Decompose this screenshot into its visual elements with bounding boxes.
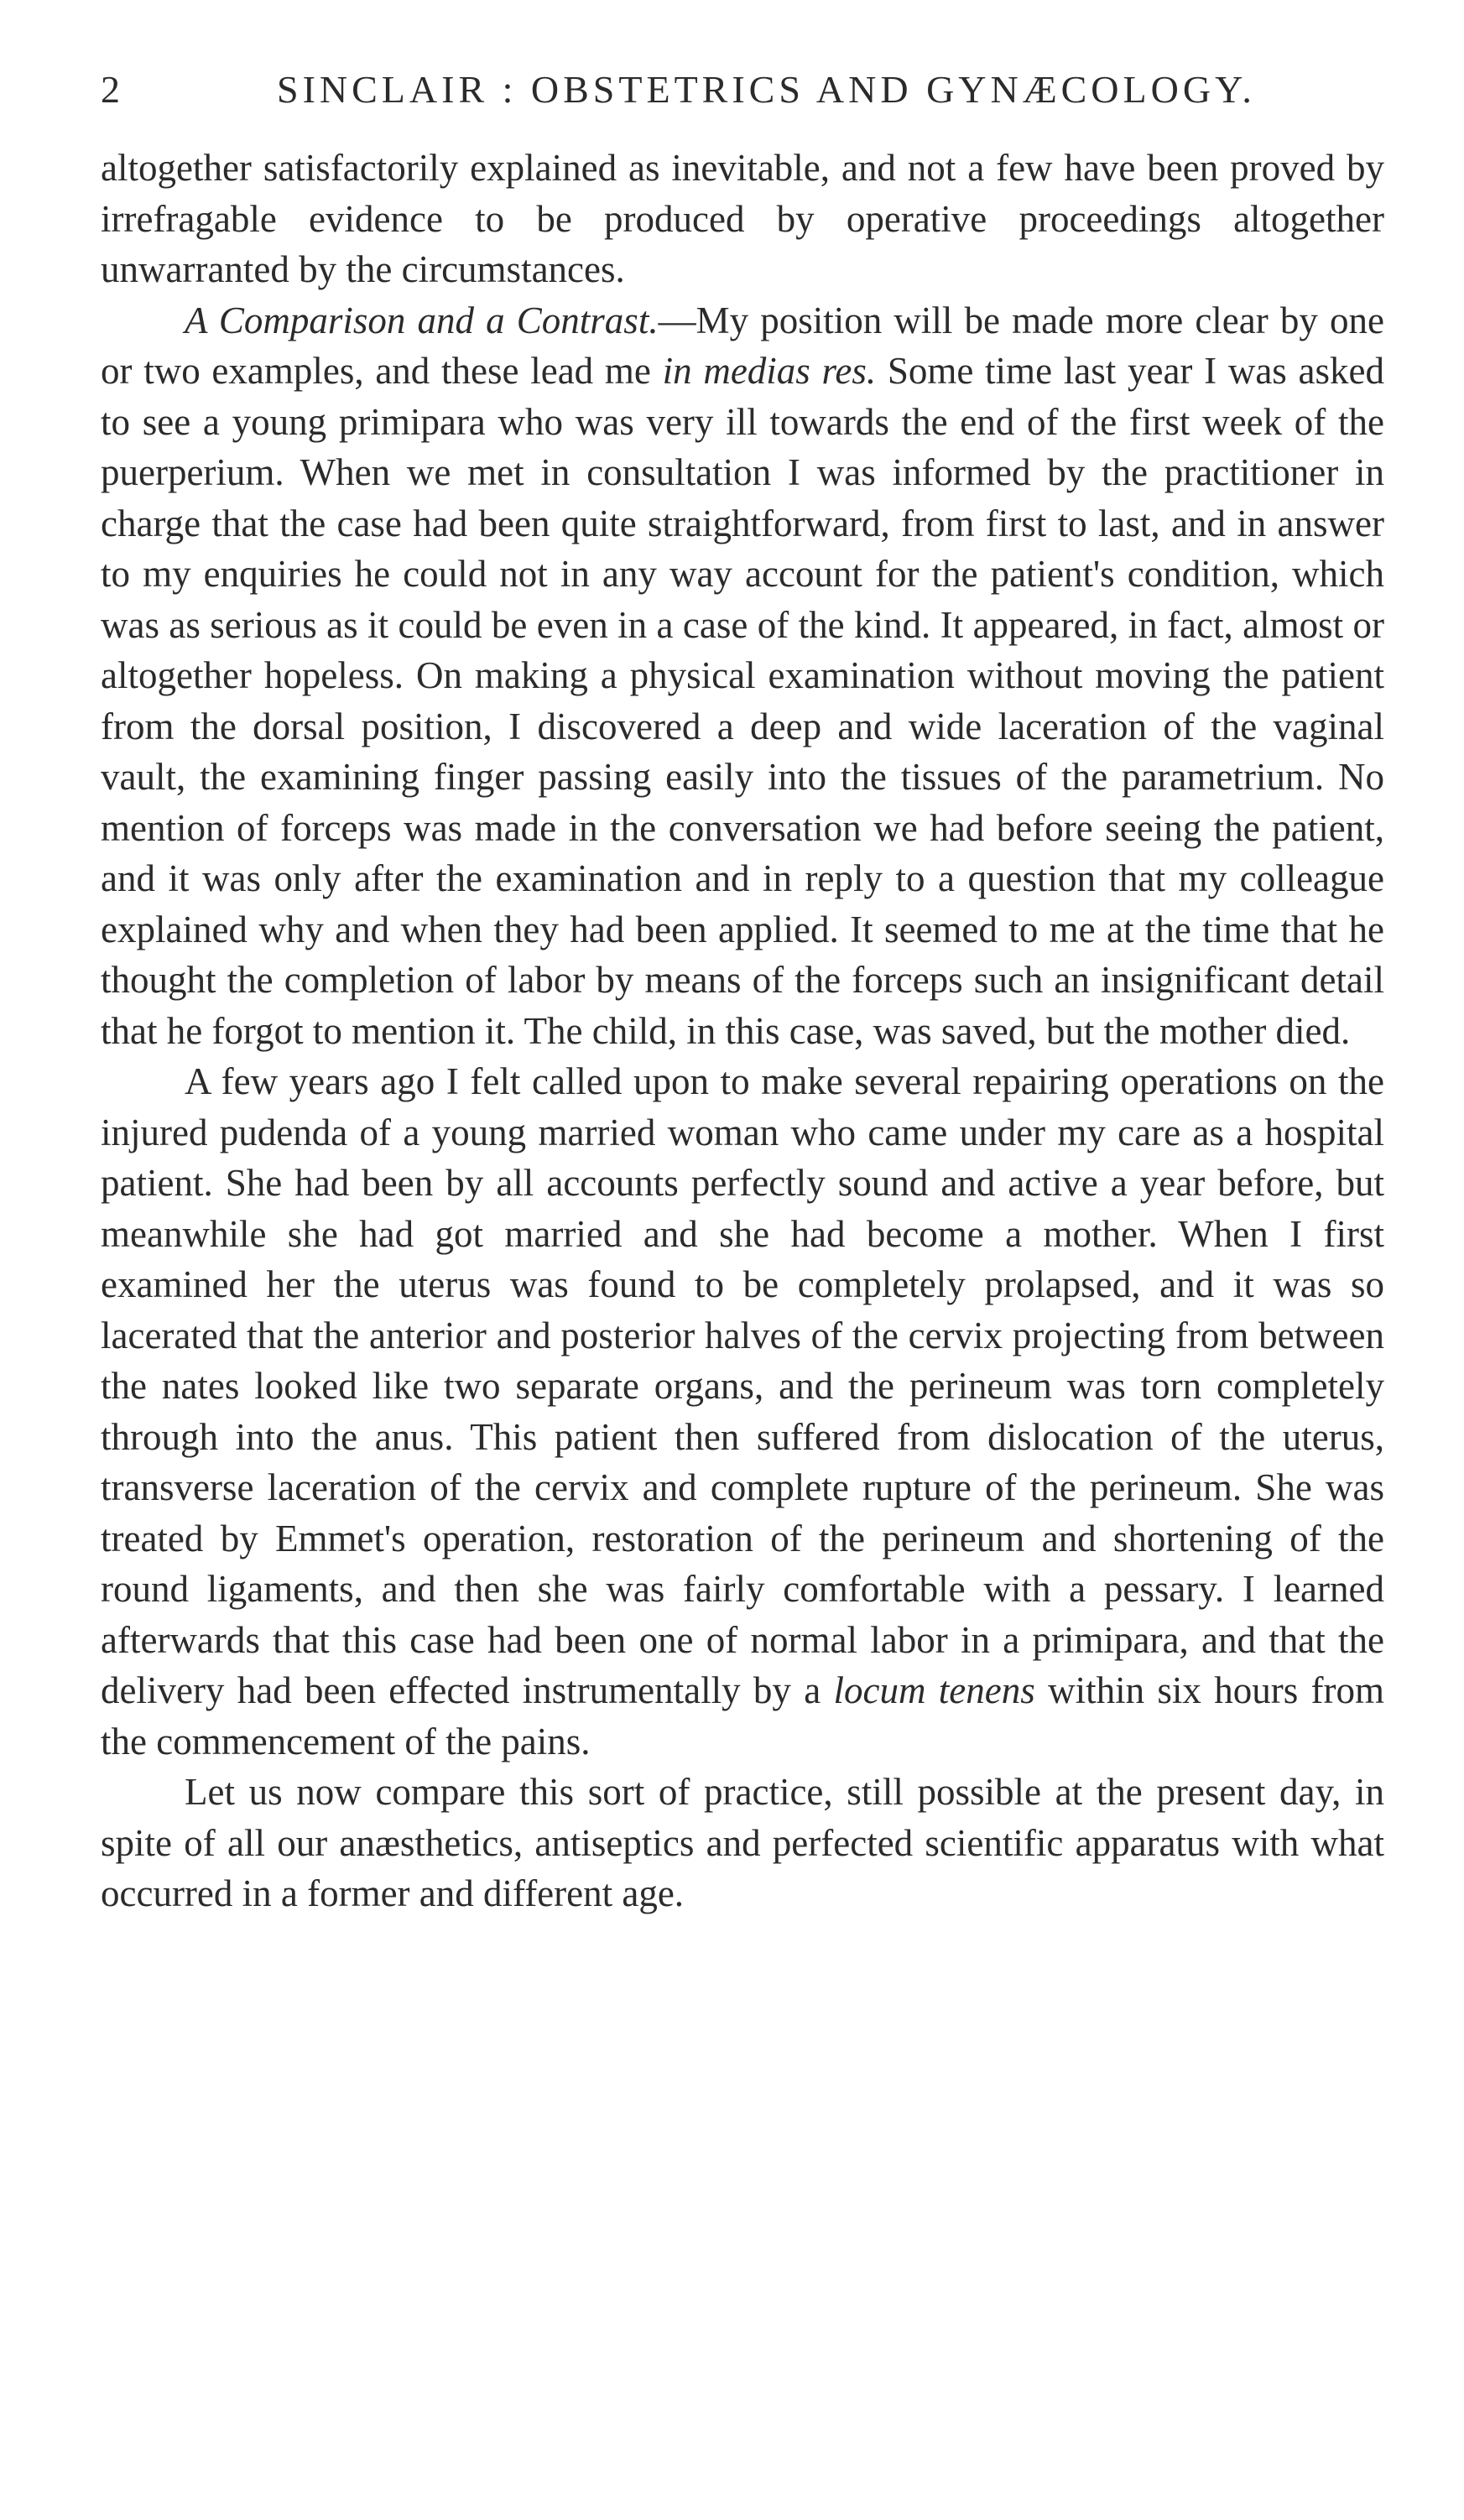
book-page [101, 67, 1384, 2466]
latin-phrase-in-medias-res: in medias res. [662, 350, 877, 392]
page-number: 2 [101, 68, 123, 111]
paragraph-4 [101, 1767, 1384, 1919]
paragraph-3-rest: within six hours from the commencement of the pains. [101, 1669, 1384, 1762]
paragraph-3-text: A few years ago I felt called upon to make several repairing operations on the injured pudenda of a young married woman who came under my care as a hospital patient. She had been by all accounts perfectly sound and active a year before, but meanwhile she had got married and she had become a mother. When I first examined her the uterus was found to be completely prolapsed, and it was so lacerated that the anterior and posterior halves of the cervix projecting from between the nates looked like two separate organs, and the perineum was torn completely through into the anus. This patient then suffered from dislocation of the uterus, transverse laceration of the cervix and complete rupture of the perineum. She was treated by Emmet's operation, restoration of the perineum and shortening of the round ligaments, and then she was fairly comfortable with a pessary. I learned afterwards that this case had been one of normal labor in a primipara, and that the delivery had been effected instrumentally by a [101, 1060, 1384, 1711]
running-title: SINCLAIR : OBSTETRICS AND GYNÆCOLOGY. [277, 68, 1256, 111]
paragraph-2-rest: Some time last year I was asked to see a young primipara who was very ill towards the end of the first week of the puerperium. When we met in consultation I was informed by the practitioner in charge that the case had been quite straightforward, from first to last, and in answer to my enquiries he could not in any way account for the patient's condition, which was as serious as it could be even in a case of the kind. It appeared, in fact, almost or altogether hopeless. On making a physical examination without moving the patient from the dorsal position, I discovered a deep and wide laceration of the vaginal vault, the examining finger passing easily into the tissues of the parametrium. No mention of forceps was made in the conversation we had before seeing the patient, and it was only after the examination and in reply to a question that my colleague explained why and when they had been applied. It seemed to me at the time that he thought the completion of labor by means of the forceps such an insignificant detail that he forgot to mention it. The child, in this case, was saved, but the mother died. [101, 350, 1384, 1052]
running-head [101, 67, 1384, 143]
paragraph-2 [101, 295, 1384, 1057]
paragraph-1 [101, 143, 1384, 295]
paragraph-1-text: altogether satisfactorily explained as inevitable, and not a few have been proved by irrefragable evidence to be produced by operative proceedings altogether unwarranted by the circumstances. [101, 147, 1384, 290]
paragraph-2-text: —My position will be made more clear by one or two examples, and these lead me [101, 299, 1384, 392]
body-text [101, 143, 1384, 1919]
paragraph-4-text: Let us now compare this sort of practice, still possible at the present day, in spite of all our anæsthetics, antiseptics and perfected scientific apparatus with what occurred in a former and different age. [101, 1771, 1384, 1914]
paragraph-3 [101, 1056, 1384, 1767]
section-heading: A Comparison and a Contrast. [185, 299, 659, 341]
latin-phrase-locum-tenens: locum tenens [833, 1669, 1035, 1711]
